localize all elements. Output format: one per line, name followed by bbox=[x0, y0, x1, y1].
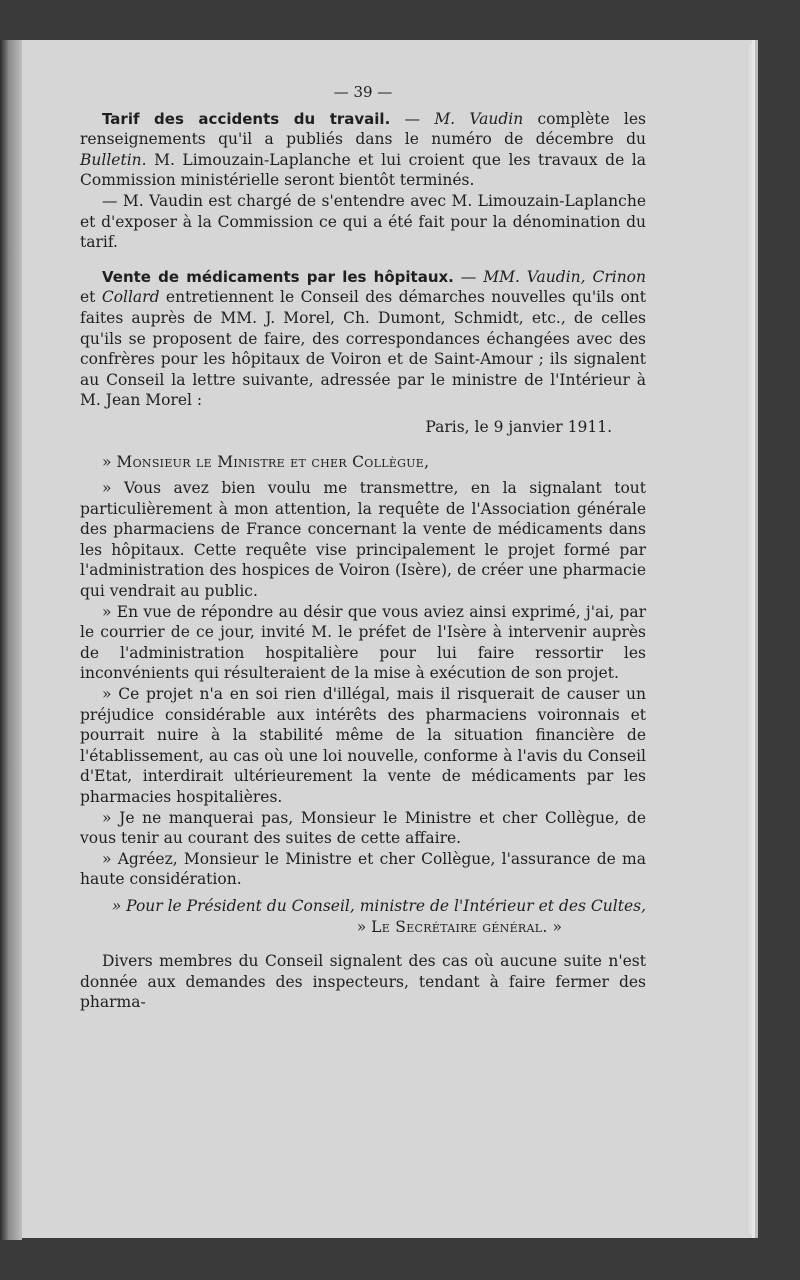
letter-signature-title bbox=[80, 917, 646, 938]
signature-title-text: Le Secrétaire général. bbox=[371, 917, 548, 936]
body-text: M. Limouzain-Laplanche et lui croient que les travaux de la Commission ministérielle seront bientôt terminés. bbox=[80, 150, 646, 190]
dash: — bbox=[453, 267, 484, 286]
body-text: entretiennent le Conseil des démarches nouvelles qu'ils ont faites auprès de MM. J. Morel, Ch. Dumont, Schmidt, etc., de celles qu'ils se proposent de faire, des correspondances échangées avec des confrères pour les hôpitaux de Voiron et de Saint-Amour ; ils signalent au Conseil la lettre suivante, adressée par le ministre de l'Intérieur à M. Jean Morel : bbox=[80, 288, 646, 410]
section-tarif-paragraph bbox=[80, 109, 646, 191]
letter-paragraph: » Ce projet n'a en soi rien d'illégal, mais il risquerait de causer un préjudice considérable aux intérêts des pharmaciens voironnais et pourrait nuire à la stabilité même de la situation financière de l'établissement, au cas où une loi nouvelle, conforme à l'avis du Conseil d'Etat, interdirait ultérieurement la vente de médicaments par les pharmacies hospitalières. bbox=[80, 685, 646, 806]
letter-paragraph: » Je ne manquerai pas, Monsieur le Ministre et cher Collègue, de vous tenir au courant des suites de cette affaire. bbox=[80, 808, 646, 848]
book-left-edge bbox=[0, 40, 22, 1240]
quote-mark: » bbox=[102, 452, 117, 471]
closing-paragraph: Divers membres du Conseil signalent des cas où aucune suite n'est donnée aux demandes des inspecteurs, tendant à faire fermer des pharma- bbox=[80, 952, 646, 1012]
quote-mark: » bbox=[356, 917, 372, 936]
section-vente-paragraph bbox=[80, 267, 646, 411]
dash: — bbox=[390, 109, 435, 128]
page-content bbox=[80, 82, 646, 1013]
letter-paragraph: » En vue de répondre au désir que vous aviez ainsi exprimé, j'ai, par le courrier de ce jour, invité M. le préfet de l'Isère à intervenir auprès de l'administration hospitalière pour lui faire ressortir les inconvénients qui résulteraient de la mise à exécution de son projet. bbox=[80, 602, 646, 683]
letter-paragraph: » Vous avez bien voulu me transmettre, en la signalant tout particulièrement à mon attention, la requête de l'Association générale des pharmaciens de France concernant la vente de médicaments dans les hôpitaux. Cette requête vise principalement le projet formé par l'administration des hospices de Voiron (Isère), de créer une pharmacie qui vendrait au public. bbox=[80, 479, 646, 601]
letter-salutation bbox=[80, 452, 646, 473]
body-text: complète les renseignements qu'il a publiés dans le numéro de décembre du bbox=[80, 109, 647, 149]
body-text: et bbox=[80, 288, 102, 307]
section-heading-tarif: Tarif des accidents du travail. bbox=[102, 109, 391, 128]
bulletin-title: Bulletin. bbox=[80, 150, 147, 169]
page-fold bbox=[746, 44, 754, 1234]
salutation-text: Monsieur le Ministre et cher Collègue, bbox=[116, 452, 430, 471]
paragraph: — M. Vaudin est chargé de s'entendre avec M. Limouzain-Laplanche et d'exposer à la Commission ce qui a été fait pour la dénomination du tarif. bbox=[80, 191, 646, 252]
section-heading-vente: Vente de médicaments par les hôpitaux. bbox=[102, 267, 454, 286]
author-name: Collard bbox=[101, 288, 160, 307]
letter-paragraph: » Agréez, Monsieur le Ministre et cher Collègue, l'assurance de ma haute considération. bbox=[80, 849, 646, 889]
author-names: MM. Vaudin, Crinon bbox=[483, 267, 646, 286]
letter-signature-line: » Pour le Président du Conseil, ministre de l'Intérieur et des Cultes, bbox=[111, 896, 646, 915]
quote-mark: » bbox=[547, 917, 562, 936]
page-number: — 39 — bbox=[333, 83, 393, 101]
letter-date: Paris, le 9 janvier 1911. bbox=[425, 417, 612, 436]
author-name: M. Vaudin bbox=[434, 109, 524, 128]
